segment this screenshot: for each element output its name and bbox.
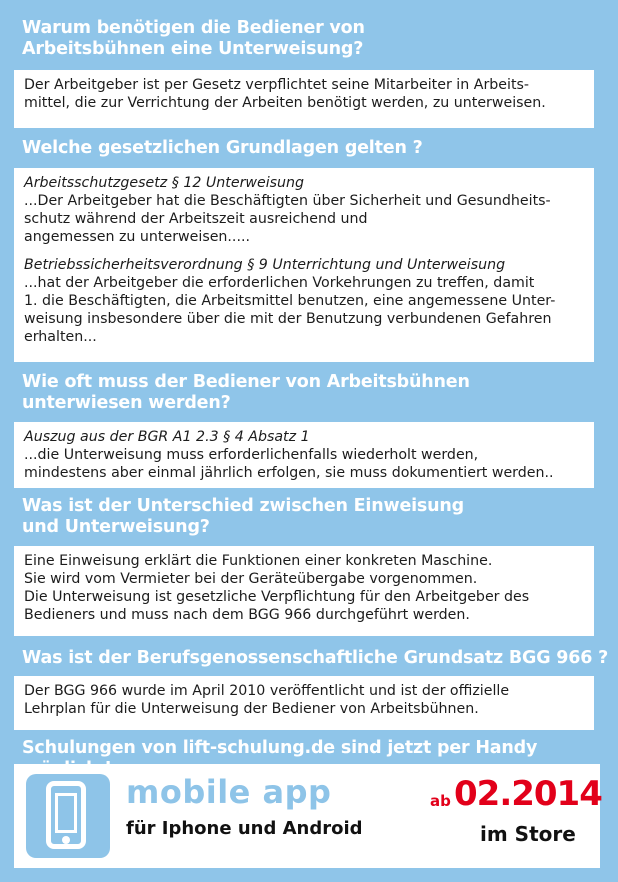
law-reference: Auszug aus der BGR A1 2.3 § 4 Absatz 1 — [24, 429, 310, 445]
question-heading — [22, 18, 365, 60]
answer-line: Die Unterweisung ist gesetzliche Verpflichtung für den Arbeitgeber des — [24, 589, 530, 605]
app-subtitle: für Iphone und Android — [126, 818, 363, 839]
answer-box — [14, 168, 594, 362]
question-line: Warum benötigen die Bediener von — [22, 18, 365, 38]
question-heading — [22, 496, 464, 538]
question-line: Wie oft muss der Bediener von Arbeitsbühnen — [22, 372, 470, 392]
answer-line: Der BGG 966 wurde im April 2010 veröffentlicht und ist der offizielle — [24, 683, 510, 699]
question-heading — [22, 648, 608, 669]
question-heading — [22, 138, 423, 159]
answer-line: 1. die Beschäftigten, die Arbeitsmittel benutzen, eine angemessene Unter- — [24, 293, 556, 309]
question-heading — [22, 372, 470, 414]
answer-line: Der Arbeitgeber ist per Gesetz verpflichtet seine Mitarbeiter in Arbeits- — [24, 77, 530, 93]
app-title: mobile app — [126, 773, 332, 811]
question-line: Was ist der Unterschied zwischen Einweisung — [22, 496, 464, 516]
answer-line: mittel, die zur Verrichtung der Arbeiten benötigt werden, zu unterweisen. — [24, 95, 546, 111]
answer-line: ...Der Arbeitgeber hat die Beschäftigten über Sicherheit und Gesundheits- — [24, 193, 551, 209]
answer-line: Lehrplan für die Unterweisung der Bediener von Arbeitsbühnen. — [24, 701, 479, 717]
answer-line: erhalten... — [24, 329, 97, 345]
answer-box — [14, 546, 594, 636]
answer-line: weisung insbesondere über die mit der Benutzung verbundenen Gefahren — [24, 311, 552, 327]
question-line: unterwiesen werden? — [22, 393, 231, 413]
question-line: Arbeitsbühnen eine Unterweisung? — [22, 39, 364, 59]
mobile-app-promo — [14, 764, 600, 868]
answer-line: Sie wird vom Vermieter bei der Geräteübergabe vorgenommen. — [24, 571, 478, 587]
answer-line: ...hat der Arbeitgeber die erforderlichen Vorkehrungen zu treffen, damit — [24, 275, 535, 291]
question-line: Was ist der Berufsgenossenschaftliche Grundsatz BGG 966 ? — [22, 648, 609, 668]
answer-line: schutz während der Arbeitszeit ausreichend und — [24, 211, 368, 227]
law-reference: Arbeitsschutzgesetz § 12 Unterweisung — [24, 175, 305, 191]
question-line: Welche gesetzlichen Grundlagen gelten ? — [22, 138, 423, 158]
store-label: im Store — [480, 822, 576, 846]
availability-date: 02.2014 — [454, 774, 602, 814]
answer-line: mindestens aber einmal jährlich erfolgen, sie muss dokumentiert werden.. — [24, 465, 554, 481]
answer-line: Bedieners und muss nach dem BGG 966 durchgeführt werden. — [24, 607, 470, 623]
answer-line: angemessen zu unterweisen..... — [24, 229, 250, 245]
availability-prefix: ab — [430, 792, 451, 810]
answer-box — [14, 70, 594, 128]
smartphone-icon — [26, 774, 110, 858]
answer-line: ...die Unterweisung muss erforderlichenfalls wiederholt werden, — [24, 447, 479, 463]
promo-heading: Schulungen von lift-schulung.de sind jetzt per Handy — [22, 738, 538, 758]
law-reference: Betriebssicherheitsverordnung § 9 Unterrichtung und Unterweisung — [24, 257, 506, 273]
answer-box — [14, 676, 594, 730]
question-line: und Unterweisung? — [22, 517, 210, 537]
answer-line: Eine Einweisung erklärt die Funktionen einer konkreten Maschine. — [24, 553, 493, 569]
answer-box — [14, 422, 594, 488]
